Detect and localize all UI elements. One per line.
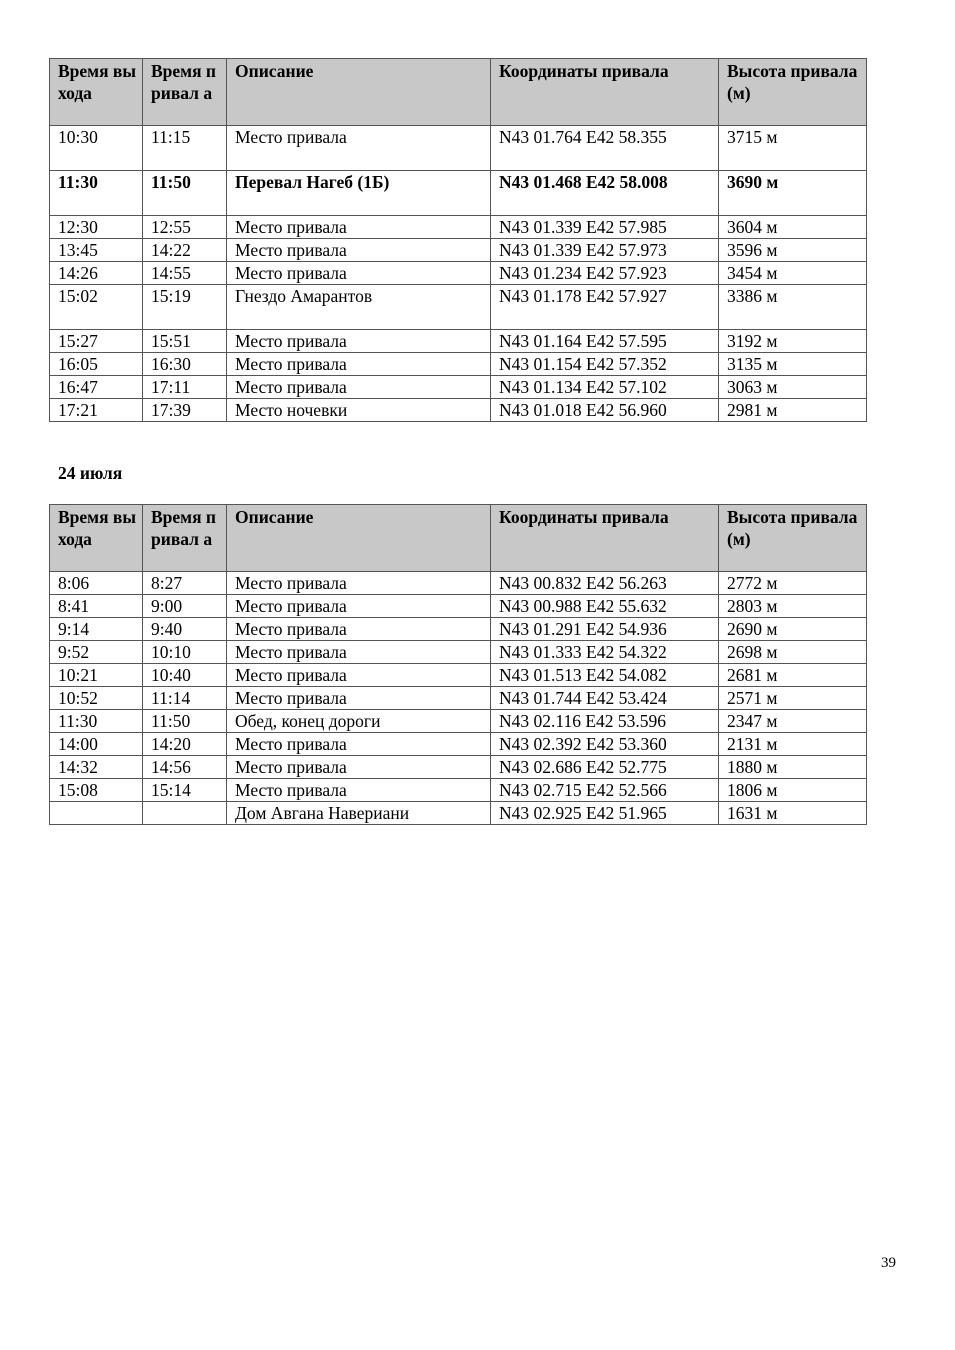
halt-cell: 15:19 — [143, 285, 227, 330]
altitude-cell: 1806 м — [719, 779, 867, 802]
coordinates-cell: N43 00.832 E42 56.263 — [491, 572, 719, 595]
header-departure-time: Время выхода — [50, 505, 143, 572]
departure-cell: 14:32 — [50, 756, 143, 779]
halt-cell: 10:40 — [143, 664, 227, 687]
page-number: 39 — [881, 1255, 896, 1271]
description-cell: Место привала — [227, 216, 491, 239]
coordinates-cell: N43 01.339 E42 57.985 — [491, 216, 719, 239]
description-cell: Место привала — [227, 239, 491, 262]
departure-cell: 17:21 — [50, 399, 143, 422]
departure-cell: 15:27 — [50, 330, 143, 353]
departure-cell: 8:06 — [50, 572, 143, 595]
header-coordinates: Координаты привала — [491, 505, 719, 572]
coordinates-cell: N43 01.764 E42 58.355 — [491, 126, 719, 171]
departure-cell: 14:00 — [50, 733, 143, 756]
departure-cell: 10:21 — [50, 664, 143, 687]
altitude-cell: 2571 м — [719, 687, 867, 710]
altitude-cell: 2690 м — [719, 618, 867, 641]
altitude-cell: 3454 м — [719, 262, 867, 285]
table-row — [50, 802, 867, 825]
table-header-row — [50, 59, 867, 126]
halt-cell: 17:11 — [143, 376, 227, 399]
table-row — [50, 779, 867, 802]
table-row — [50, 353, 867, 376]
table-row-pass — [50, 171, 867, 216]
header-coordinates: Координаты привала — [491, 59, 719, 126]
table-row — [50, 330, 867, 353]
header-description: Описание — [227, 505, 491, 572]
altitude-cell: 2772 м — [719, 572, 867, 595]
description-cell: Место привала — [227, 353, 491, 376]
table-row — [50, 216, 867, 239]
halt-log-table-1 — [49, 58, 867, 422]
coordinates-cell: N43 02.116 E42 53.596 — [491, 710, 719, 733]
halt-cell: 14:20 — [143, 733, 227, 756]
coordinates-cell: N43 01.339 E42 57.973 — [491, 239, 719, 262]
coordinates-cell: N43 02.686 E42 52.775 — [491, 756, 719, 779]
departure-cell: 13:45 — [50, 239, 143, 262]
description-cell: Место привала — [227, 664, 491, 687]
halt-log-table-2 — [49, 504, 867, 825]
header-altitude: Высота привала (м) — [719, 505, 867, 572]
coordinates-cell: N43 01.178 E42 57.927 — [491, 285, 719, 330]
altitude-cell: 2803 м — [719, 595, 867, 618]
halt-cell: 15:51 — [143, 330, 227, 353]
altitude-cell: 3063 м — [719, 376, 867, 399]
departure-cell — [50, 802, 143, 825]
halt-cell: 9:40 — [143, 618, 227, 641]
coordinates-cell: N43 02.392 E42 53.360 — [491, 733, 719, 756]
halt-cell: 11:50 — [143, 710, 227, 733]
departure-cell: 16:47 — [50, 376, 143, 399]
table-row — [50, 572, 867, 595]
halt-cell: 11:50 — [143, 171, 227, 216]
coordinates-cell: N43 01.744 E42 53.424 — [491, 687, 719, 710]
departure-cell: 10:30 — [50, 126, 143, 171]
description-cell: Место привала — [227, 687, 491, 710]
departure-cell: 15:08 — [50, 779, 143, 802]
coordinates-cell: N43 01.234 E42 57.923 — [491, 262, 719, 285]
table-row — [50, 376, 867, 399]
coordinates-cell: N43 01.468 E42 58.008 — [491, 171, 719, 216]
description-cell: Место привала — [227, 572, 491, 595]
table-row — [50, 126, 867, 171]
description-cell: Перевал Нагеб (1Б) — [227, 171, 491, 216]
departure-cell: 9:14 — [50, 618, 143, 641]
altitude-cell: 3604 м — [719, 216, 867, 239]
description-cell: Место привала — [227, 126, 491, 171]
description-cell: Место привала — [227, 756, 491, 779]
coordinates-cell: N43 01.154 E42 57.352 — [491, 353, 719, 376]
coordinates-cell: N43 01.333 E42 54.322 — [491, 641, 719, 664]
table-row — [50, 756, 867, 779]
altitude-cell: 2698 м — [719, 641, 867, 664]
halt-cell: 12:55 — [143, 216, 227, 239]
altitude-cell: 2981 м — [719, 399, 867, 422]
description-cell: Место привала — [227, 641, 491, 664]
description-cell: Место привала — [227, 618, 491, 641]
altitude-cell: 3596 м — [719, 239, 867, 262]
coordinates-cell: N43 01.134 E42 57.102 — [491, 376, 719, 399]
altitude-cell: 2131 м — [719, 733, 867, 756]
halt-cell: 8:27 — [143, 572, 227, 595]
coordinates-cell: N43 01.164 E42 57.595 — [491, 330, 719, 353]
description-cell: Место привала — [227, 733, 491, 756]
table-row — [50, 618, 867, 641]
table-row — [50, 262, 867, 285]
table-row — [50, 285, 867, 330]
table-row — [50, 687, 867, 710]
table-row — [50, 239, 867, 262]
table-row — [50, 595, 867, 618]
coordinates-cell: N43 02.715 E42 52.566 — [491, 779, 719, 802]
altitude-cell: 2681 м — [719, 664, 867, 687]
header-description: Описание — [227, 59, 491, 126]
header-halt-time: Время привал а — [143, 59, 227, 126]
halt-cell: 9:00 — [143, 595, 227, 618]
halt-cell: 15:14 — [143, 779, 227, 802]
description-cell: Место привала — [227, 595, 491, 618]
altitude-cell: 3192 м — [719, 330, 867, 353]
altitude-cell: 1880 м — [719, 756, 867, 779]
halt-cell: 16:30 — [143, 353, 227, 376]
coordinates-cell: N43 01.291 E42 54.936 — [491, 618, 719, 641]
departure-cell: 10:52 — [50, 687, 143, 710]
halt-cell: 17:39 — [143, 399, 227, 422]
coordinates-cell: N43 01.513 E42 54.082 — [491, 664, 719, 687]
description-cell: Дом Авгана Навериани — [227, 802, 491, 825]
halt-cell: 11:15 — [143, 126, 227, 171]
table-row — [50, 641, 867, 664]
departure-cell: 8:41 — [50, 595, 143, 618]
description-cell: Место привала — [227, 330, 491, 353]
halt-cell — [143, 802, 227, 825]
altitude-cell: 3386 м — [719, 285, 867, 330]
description-cell: Место привала — [227, 779, 491, 802]
table-row — [50, 710, 867, 733]
header-altitude: Высота привала (м) — [719, 59, 867, 126]
coordinates-cell: N43 01.018 E42 56.960 — [491, 399, 719, 422]
halt-cell: 10:10 — [143, 641, 227, 664]
description-cell: Место привала — [227, 262, 491, 285]
departure-cell: 11:30 — [50, 171, 143, 216]
halt-cell: 14:56 — [143, 756, 227, 779]
table-row — [50, 399, 867, 422]
description-cell: Место ночевки — [227, 399, 491, 422]
altitude-cell: 3135 м — [719, 353, 867, 376]
description-cell: Гнездо Амарантов — [227, 285, 491, 330]
halt-cell: 14:22 — [143, 239, 227, 262]
table-row — [50, 733, 867, 756]
coordinates-cell: N43 02.925 E42 51.965 — [491, 802, 719, 825]
altitude-cell: 1631 м — [719, 802, 867, 825]
description-cell: Обед, конец дороги — [227, 710, 491, 733]
departure-cell: 14:26 — [50, 262, 143, 285]
altitude-cell: 3690 м — [719, 171, 867, 216]
departure-cell: 9:52 — [50, 641, 143, 664]
halt-cell: 11:14 — [143, 687, 227, 710]
table-header-row — [50, 505, 867, 572]
header-departure-time: Время выхода — [50, 59, 143, 126]
altitude-cell: 2347 м — [719, 710, 867, 733]
departure-cell: 16:05 — [50, 353, 143, 376]
altitude-cell: 3715 м — [719, 126, 867, 171]
header-halt-time: Время привал а — [143, 505, 227, 572]
coordinates-cell: N43 00.988 E42 55.632 — [491, 595, 719, 618]
day-heading: 24 июля — [58, 463, 123, 483]
table-row — [50, 664, 867, 687]
departure-cell: 15:02 — [50, 285, 143, 330]
halt-cell: 14:55 — [143, 262, 227, 285]
description-cell: Место привала — [227, 376, 491, 399]
departure-cell: 12:30 — [50, 216, 143, 239]
departure-cell: 11:30 — [50, 710, 143, 733]
